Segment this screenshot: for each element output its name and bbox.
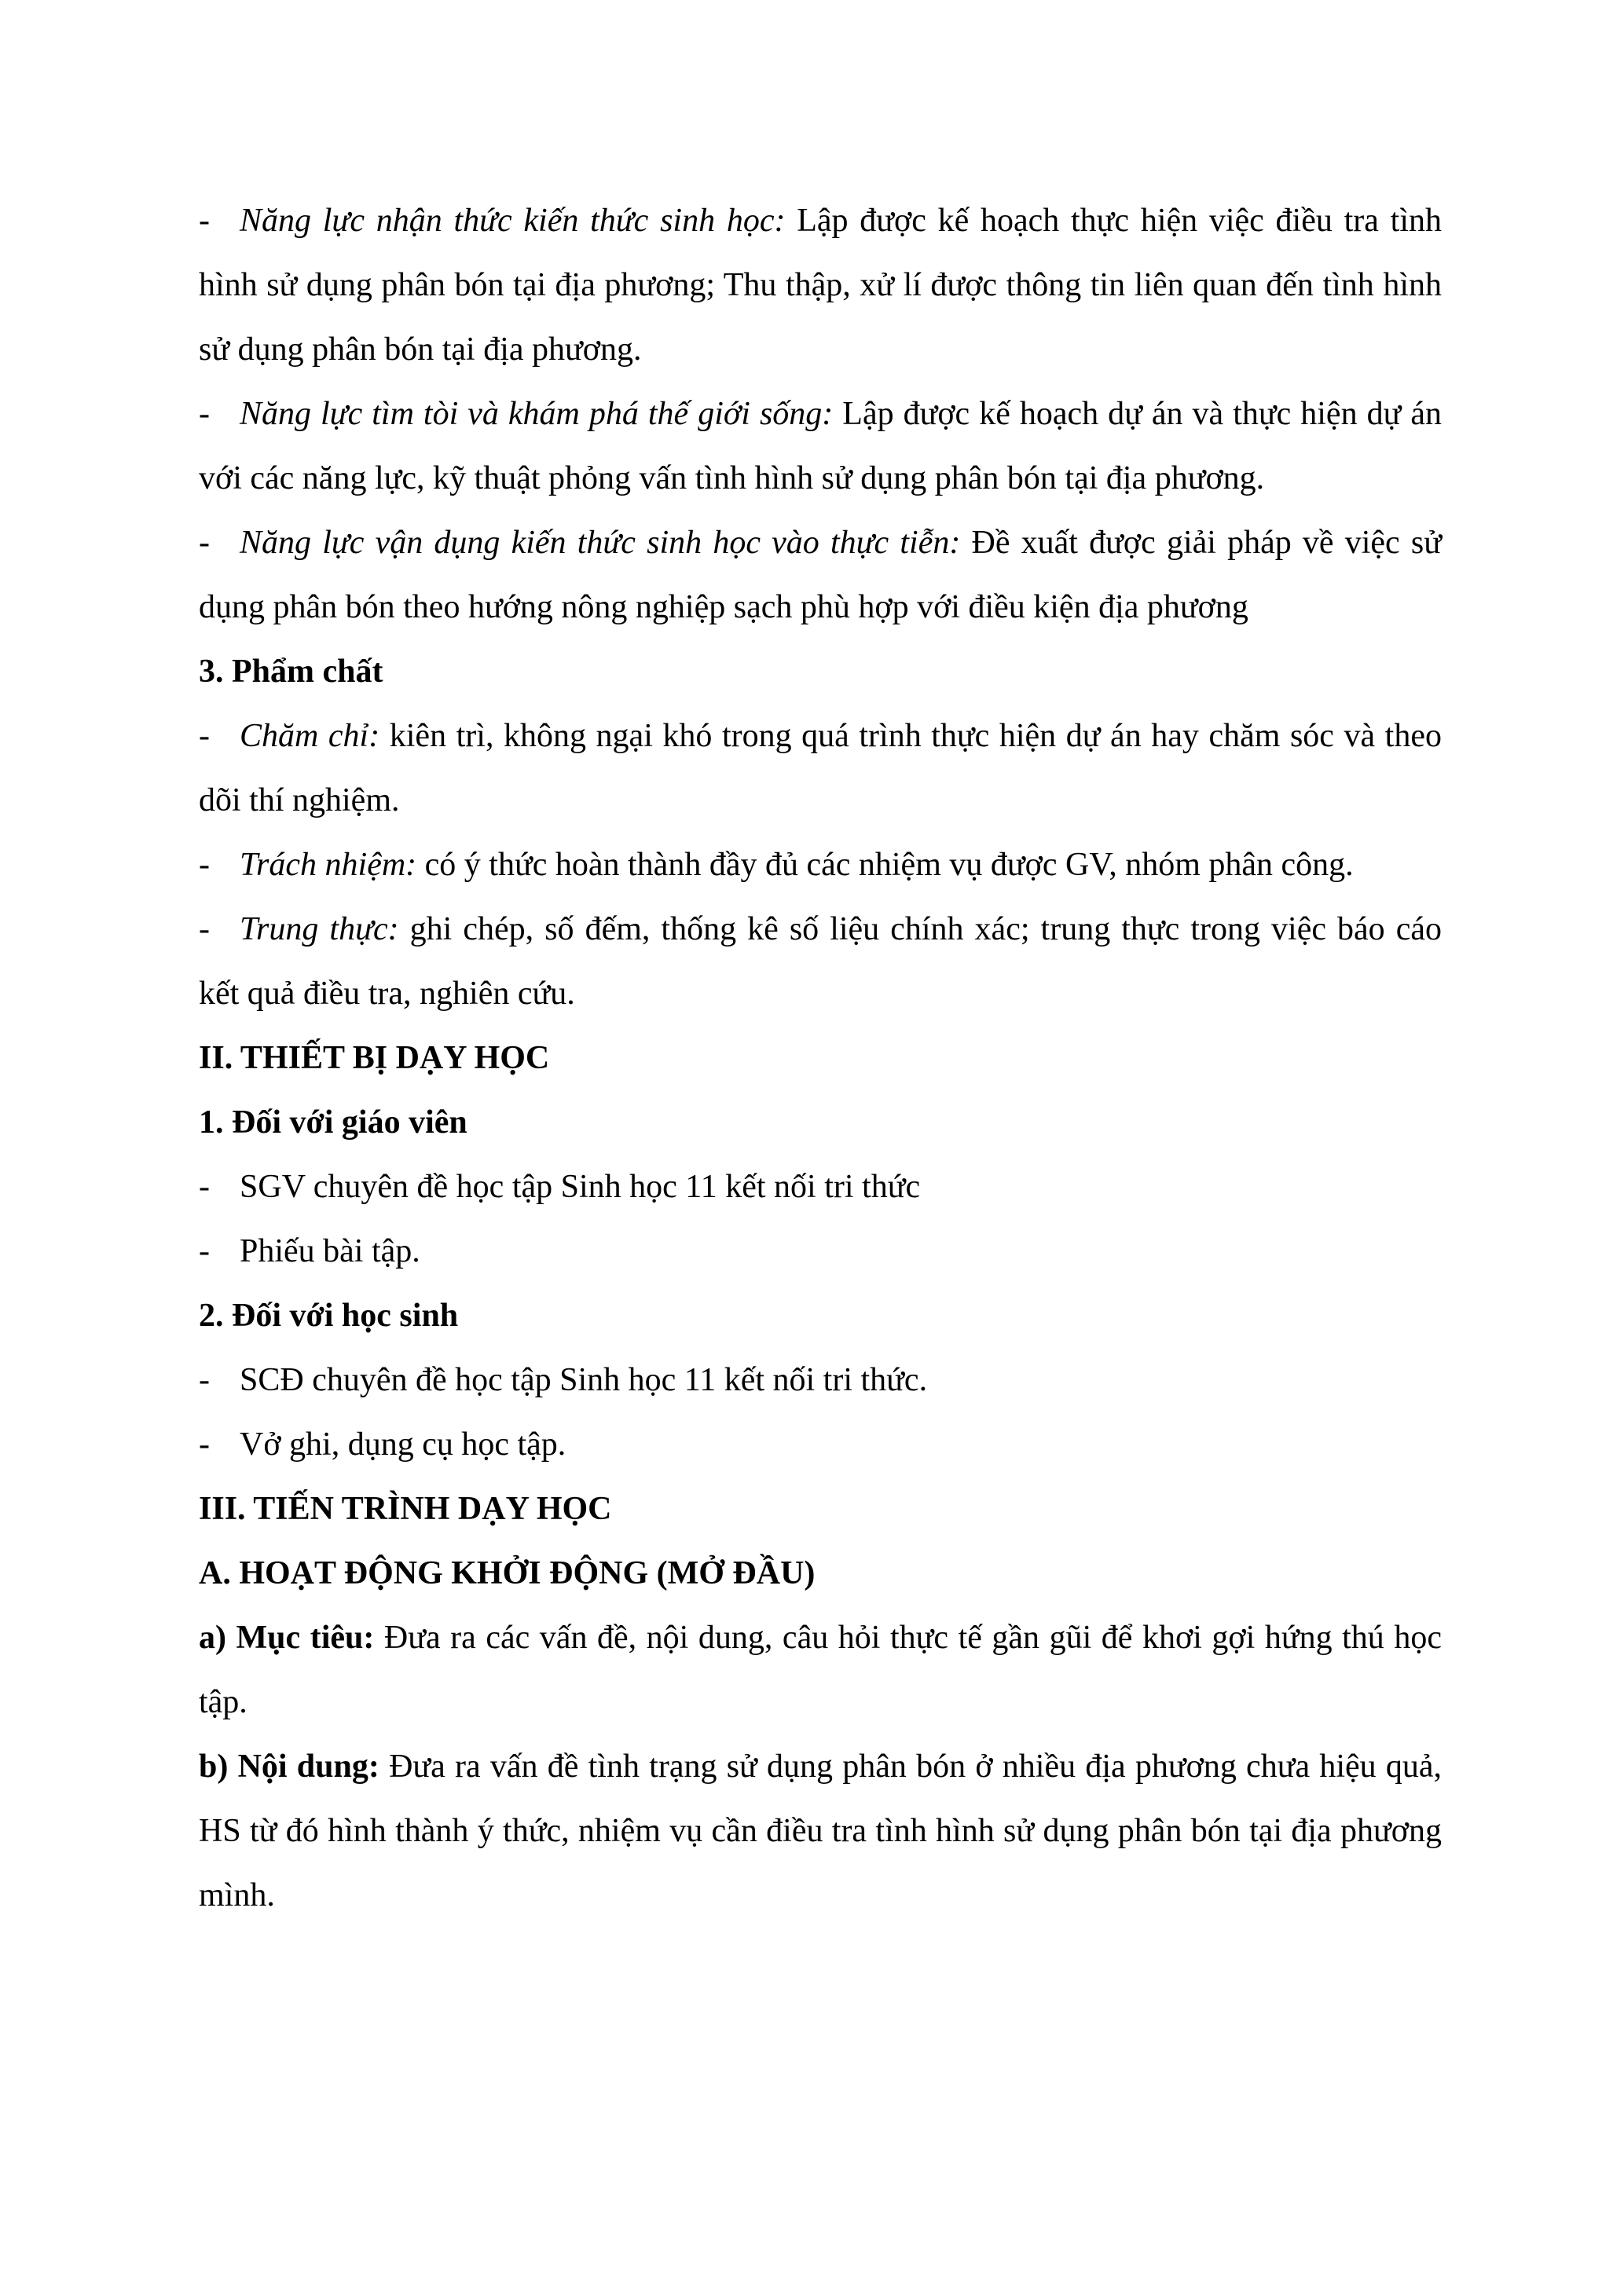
document-paragraph <box>199 897 1442 1026</box>
document-paragraph <box>199 704 1442 833</box>
text-run: Lập được kế hoạch dự án và thực hiện dự án với các năng lực, kỹ thuật phỏng vấn tình hình sử dụng phân bón tại địa phương. <box>199 396 1442 496</box>
document-paragraph <box>199 1734 1442 1928</box>
document-paragraph <box>199 1606 1442 1734</box>
document-paragraph <box>199 1412 1442 1477</box>
text-run: Trung thực: <box>240 911 399 947</box>
document-heading <box>199 1477 1442 1541</box>
text-run: Đưa ra vấn đề tình trạng sử dụng phân bón ở nhiều địa phương chưa hiệu quả, HS từ đó hình thành ý thức, nhiệm vụ cần điều tra tình hình sử dụng phân bón tại địa phương mình. <box>199 1749 1442 1913</box>
list-marker: - <box>199 1169 210 1205</box>
text-run: Năng lực tìm tòi và khám phá thế giới sống: <box>240 396 834 432</box>
document-heading <box>199 639 1442 704</box>
list-marker: - <box>199 396 210 432</box>
list-marker: - <box>199 847 210 883</box>
text-run: Phiếu bài tập. <box>240 1233 420 1269</box>
document-paragraph <box>199 1155 1442 1219</box>
text-run: Trách nhiệm: <box>240 847 417 883</box>
text-run: II. THIẾT BỊ DẠY HỌC <box>199 1040 550 1076</box>
list-marker: - <box>199 911 210 947</box>
text-run: III. TIẾN TRÌNH DẠY HỌC <box>199 1491 612 1527</box>
document-heading <box>199 1026 1442 1090</box>
document-paragraph <box>199 382 1442 511</box>
text-run: Chăm chỉ: <box>240 718 380 754</box>
text-run: Đưa ra các vấn đề, nội dung, câu hỏi thực tế gần gũi để khơi gợi hứng thú học tập. <box>199 1620 1442 1720</box>
list-marker: - <box>199 1426 210 1463</box>
text-run: Lập được kế hoạch thực hiện việc điều tra tình hình sử dụng phân bón tại địa phương; Thu thập, xử lí được thông tin liên quan đến tình hình sử dụng phân bón tại địa phương. <box>199 203 1442 368</box>
list-marker: - <box>199 1233 210 1269</box>
document-body <box>199 189 1442 1928</box>
document-heading <box>199 1283 1442 1348</box>
document-paragraph <box>199 511 1442 639</box>
text-run: A. HOẠT ĐỘNG KHỞI ĐỘNG (MỞ ĐẦU) <box>199 1555 816 1591</box>
list-marker: - <box>199 203 210 239</box>
text-run: 2. Đối với học sinh <box>199 1298 459 1334</box>
document-heading <box>199 1090 1442 1155</box>
text-run: 1. Đối với giáo viên <box>199 1104 467 1141</box>
text-run: 3. Phẩm chất <box>199 654 383 690</box>
list-marker: - <box>199 718 210 754</box>
text-run: a) Mục tiêu: <box>199 1620 375 1656</box>
list-marker: - <box>199 525 210 561</box>
text-run: SGV chuyên đề học tập Sinh học 11 kết nối tri thức <box>240 1169 921 1205</box>
document-heading <box>199 1541 1442 1606</box>
text-run: kiên trì, không ngại khó trong quá trình thực hiện dự án hay chăm sóc và theo dõi thí nghiệm. <box>199 718 1442 818</box>
text-run: có ý thức hoàn thành đầy đủ các nhiệm vụ được GV, nhóm phân công. <box>416 847 1354 883</box>
list-marker: - <box>199 1362 210 1398</box>
document-paragraph <box>199 833 1442 897</box>
text-run: Năng lực nhận thức kiến thức sinh học: <box>240 203 786 239</box>
text-run: ghi chép, số đếm, thống kê số liệu chính xác; trung thực trong việc báo cáo kết quả điều tra, nghiên cứu. <box>199 911 1442 1012</box>
document-paragraph <box>199 1348 1442 1412</box>
document-paragraph <box>199 1219 1442 1283</box>
text-run: b) Nội dung: <box>199 1749 379 1785</box>
text-run: Năng lực vận dụng kiến thức sinh học vào thực tiễn: <box>240 525 961 561</box>
document-paragraph <box>199 189 1442 382</box>
text-run: Vở ghi, dụng cụ học tập. <box>240 1426 566 1463</box>
text-run: SCĐ chuyên đề học tập Sinh học 11 kết nối tri thức. <box>240 1362 928 1398</box>
text-run: Đề xuất được giải pháp về việc sử dụng phân bón theo hướng nông nghiệp sạch phù hợp với điều kiện địa phương <box>199 525 1442 625</box>
